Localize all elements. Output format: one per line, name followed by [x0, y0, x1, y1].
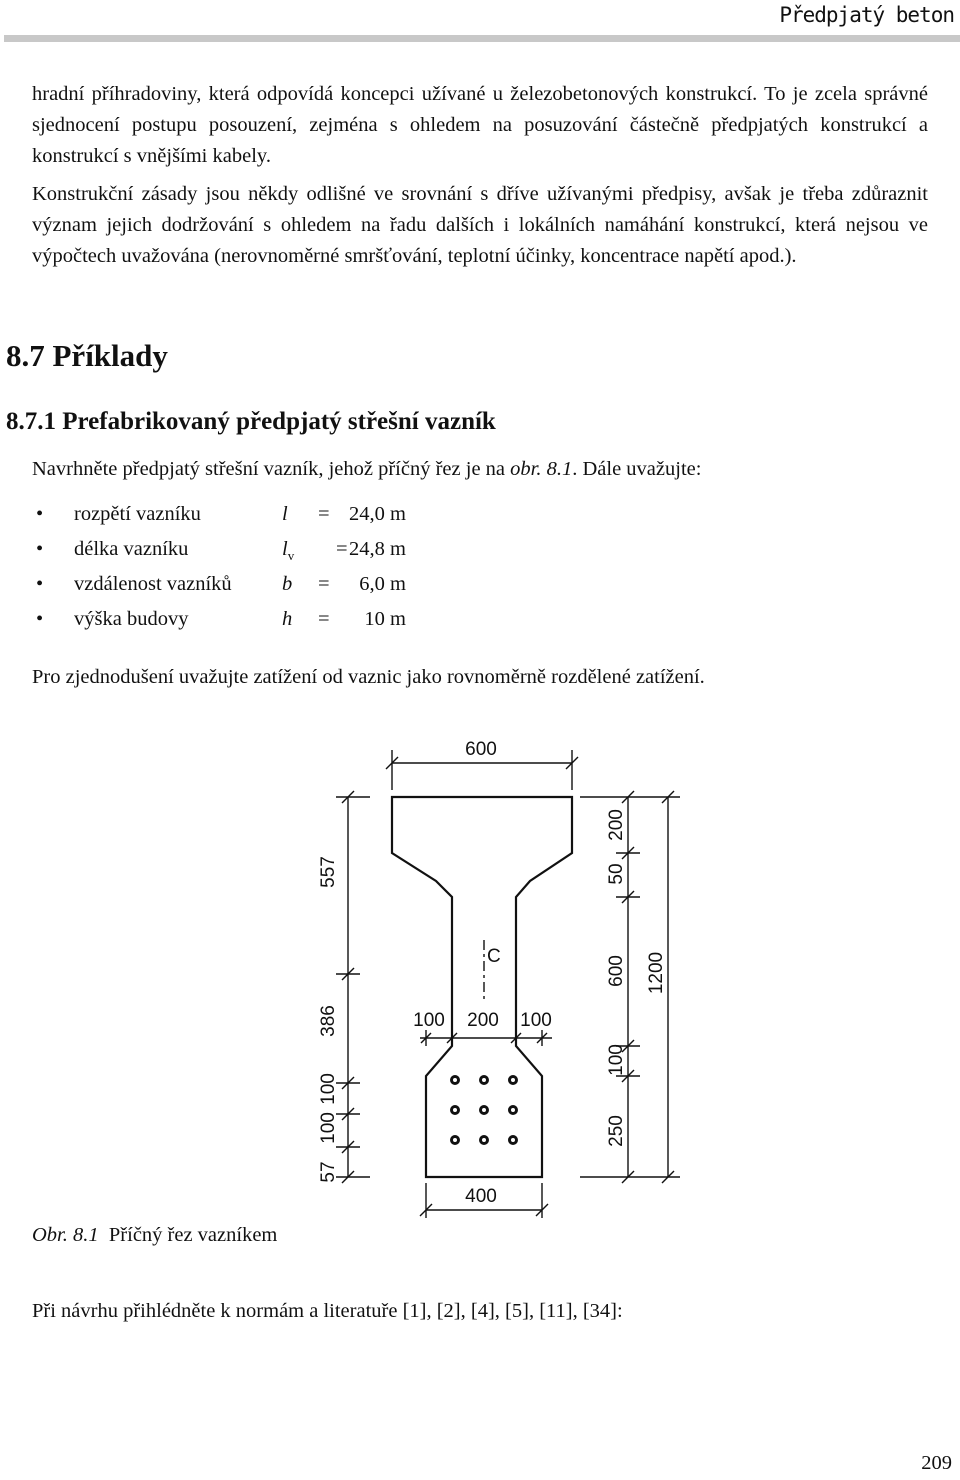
figure-number: Obr. 8.1 [32, 1224, 99, 1246]
paragraph-norms: Při návrhu přihlédněte k normám a literatuře [1], [2], [4], [5], [11], [34]: [32, 1300, 623, 1322]
dim-right-600: 600 [606, 955, 627, 987]
equals-sign: = [318, 503, 330, 525]
cross-section-outline [392, 797, 572, 1177]
dim-web-mid: 200 [467, 1010, 499, 1031]
equals-sign: = [318, 573, 330, 595]
dim-left-100b: 100 [318, 1112, 339, 1144]
running-header-title: Předpjatý beton [779, 3, 954, 27]
parameter-symbol: $l_v$ [282, 538, 295, 564]
figure-caption [32, 1224, 277, 1247]
page-number: 209 [921, 1452, 952, 1474]
paragraph-intro: hradní příhradoviny, která odpovídá koncepci užívané u železobetonových konstrukcí. To je zcela správné sjednocení postupu posouzení, zejména s ohledem na posuzování částečně předpjatých konstrukcí a konstrukcí s vnějšími kabely. [32, 83, 928, 167]
paragraph-design-rules: Konstrukční zásady jsou někdy odlišné ve srovnání s dříve užívanými předpisy, avšak je třeba zdůraznit význam jejich dodržování s ohledem na řadu dalších i lokálních namáhání konstrukcí, která nejsou ve výpočtech uvažována (nerovnoměrné smršťování, teplotní účinky, koncentrace napětí apod.). [32, 183, 928, 267]
bullet-icon: • [36, 573, 44, 595]
parameter-label: vzdálenost vazníků [74, 573, 232, 595]
paragraph-task: Navrhněte předpjatý střešní vazník, jehož příčný řez je na obr. 8.1. Dále uvažujte: [32, 458, 702, 480]
parameter-value: 10 m [364, 608, 406, 630]
dim-right-50: 50 [606, 863, 627, 885]
tendon-dots [452, 1077, 517, 1144]
parameter-label: délka vazníku [74, 538, 189, 560]
header-rule [4, 35, 960, 42]
paragraph-simplification: Pro zjednodušení uvažujte zatížení od vaznic jako rovnoměrně rozdělené zatížení. [32, 666, 705, 688]
centroid-label: C [487, 946, 501, 967]
dim-left-57: 57 [318, 1161, 339, 1183]
parameter-label: rozpětí vazníku [74, 503, 201, 525]
parameter-value: 24,0 m [349, 503, 406, 525]
parameter-label: výška budovy [74, 608, 189, 630]
dim-left-100a: 100 [318, 1073, 339, 1105]
dim-left-557: 557 [318, 856, 339, 888]
dim-total-1200: 1200 [646, 951, 667, 995]
bullet-icon: • [36, 608, 44, 630]
bullet-icon: • [36, 538, 44, 560]
subsection-heading: 8.7.1 Prefabrikovaný předpjatý střešní vazník [6, 408, 496, 435]
dim-right-100: 100 [606, 1044, 627, 1076]
dim-bottom-width: 400 [465, 1186, 497, 1207]
bullet-icon: • [36, 503, 44, 525]
dim-web-right: 100 [520, 1010, 552, 1031]
parameter-symbol: b [282, 573, 293, 595]
section-heading: 8.7 Příklady [6, 338, 168, 373]
dim-left-386: 386 [318, 1005, 339, 1037]
parameter-value: 24,8 m [349, 538, 406, 560]
equals-sign: = [336, 538, 348, 560]
figure-caption-text: Příčný řez vazníkem [108, 1224, 278, 1246]
parameter-symbol: l [282, 503, 288, 525]
equals-sign: = [318, 608, 330, 630]
parameter-symbol: h [282, 608, 293, 630]
parameter-value: 6,0 m [359, 573, 406, 595]
dim-web-left: 100 [413, 1010, 445, 1031]
dim-top-width: 600 [465, 739, 497, 760]
cross-section-figure [0, 720, 960, 1220]
dim-right-250: 250 [606, 1115, 627, 1147]
dim-right-200: 200 [606, 809, 627, 841]
